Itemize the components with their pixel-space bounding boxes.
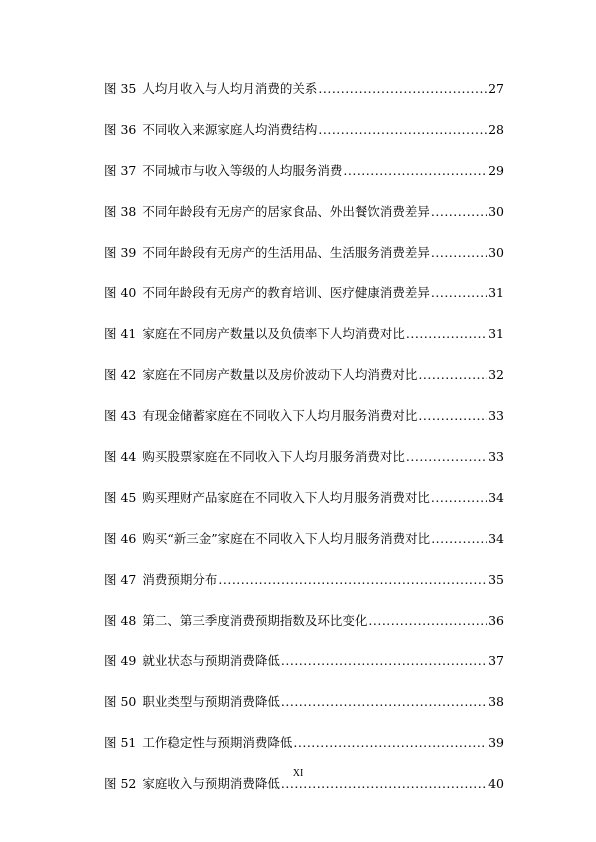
figure-title: 消费预期分布 [142, 571, 218, 587]
dot-leader [431, 283, 487, 303]
figure-label: 图 47 [104, 571, 137, 587]
toc-entry[interactable] [104, 570, 504, 590]
toc-entry[interactable] [104, 488, 504, 508]
page-number: 40 [488, 776, 504, 792]
dot-leader [368, 611, 487, 631]
figure-label: 图 51 [104, 735, 137, 751]
dot-leader [431, 488, 487, 508]
dot-leader [281, 651, 487, 671]
figure-title: 不同年龄段有无房产的居家食品、外出餐饮消费差异 [142, 203, 430, 219]
figure-title: 有现金储蓄家庭在不同收入下人均月服务消费对比 [142, 408, 418, 424]
figure-label: 图 50 [104, 694, 137, 710]
toc-entry[interactable] [104, 324, 504, 344]
page-number: 39 [488, 735, 504, 751]
figure-title: 家庭在不同房产数量以及负债率下人均消费对比 [142, 326, 405, 342]
figure-title: 购买股票家庭在不同收入下人均月服务消费对比 [142, 449, 405, 465]
dot-leader [318, 79, 487, 99]
figure-title: 家庭在不同房产数量以及房价波动下人均消费对比 [142, 367, 418, 383]
page-number: 31 [488, 285, 504, 301]
dot-leader [406, 447, 487, 467]
figure-title: 不同年龄段有无房产的教育培训、医疗健康消费差异 [142, 285, 430, 301]
figure-title: 购买理财产品家庭在不同收入下人均月服务消费对比 [142, 489, 430, 505]
figure-label: 图 36 [104, 121, 137, 137]
figure-title: 购买“新三金”家庭在不同收入下人均月服务消费对比 [142, 530, 431, 546]
figure-title: 不同收入来源家庭人均消费结构 [142, 121, 318, 137]
toc-entry[interactable] [104, 692, 504, 712]
figure-title: 人均月收入与人均月消费的关系 [142, 81, 318, 96]
page-number: 28 [488, 121, 504, 137]
page-number: 33 [488, 408, 504, 424]
figure-title: 职业类型与预期消费降低 [142, 694, 280, 710]
figure-label: 图 39 [104, 244, 137, 260]
page-number: 34 [488, 489, 504, 505]
figure-title: 第二、第三季度消费预期指数及环比变化 [142, 612, 368, 628]
figure-title: 家庭收入与预期消费降低 [142, 776, 280, 792]
toc-entry[interactable] [104, 651, 504, 671]
figure-label: 图 37 [104, 162, 137, 178]
figure-label: 图 52 [104, 776, 137, 792]
page-number: 35 [488, 571, 504, 587]
figure-title: 不同城市与收入等级的人均服务消费 [142, 162, 343, 178]
figure-label: 图 43 [104, 408, 137, 424]
toc-entry[interactable] [104, 733, 504, 753]
toc-entry[interactable] [104, 406, 504, 426]
toc-entry[interactable] [104, 161, 504, 181]
page-number: 32 [488, 367, 504, 383]
page-footer-number: XI [292, 768, 304, 779]
toc-entry[interactable] [104, 243, 504, 263]
dot-leader [431, 243, 487, 263]
list-of-figures [104, 79, 504, 815]
toc-entry[interactable] [104, 447, 504, 467]
dot-leader [431, 202, 487, 222]
dot-leader [218, 570, 487, 590]
figure-label: 图 44 [104, 449, 137, 465]
page-number: 34 [488, 530, 504, 546]
toc-entry[interactable] [104, 611, 504, 631]
dot-leader [318, 120, 487, 140]
figure-title: 工作稳定性与预期消费降低 [142, 735, 293, 751]
figure-label: 图 35 [104, 81, 137, 96]
figure-title: 就业状态与预期消费降低 [142, 653, 280, 669]
toc-entry[interactable] [104, 365, 504, 385]
figure-label: 图 42 [104, 367, 137, 383]
page-number: 38 [488, 694, 504, 710]
figure-title: 不同年龄段有无房产的生活用品、生活服务消费差异 [142, 244, 430, 260]
dot-leader [281, 692, 487, 712]
dot-leader [431, 529, 487, 549]
page-number: 30 [488, 244, 504, 260]
toc-entry[interactable] [104, 79, 504, 99]
dot-leader [343, 161, 487, 181]
page-number: 36 [488, 612, 504, 628]
toc-entry[interactable] [104, 283, 504, 303]
figure-label: 图 46 [104, 530, 137, 546]
page-number: 30 [488, 203, 504, 219]
page-number: 33 [488, 449, 504, 465]
dot-leader [293, 733, 487, 753]
figure-label: 图 38 [104, 203, 137, 219]
figure-label: 图 41 [104, 326, 137, 342]
page-number: 37 [488, 653, 504, 669]
figure-label: 图 48 [104, 612, 137, 628]
dot-leader [418, 365, 487, 385]
figure-label: 图 40 [104, 285, 137, 301]
figure-label: 图 45 [104, 489, 137, 505]
page-number: 31 [488, 326, 504, 342]
page-number: 29 [488, 162, 504, 178]
page-number: 27 [488, 81, 504, 96]
dot-leader [418, 406, 487, 426]
toc-entry[interactable] [104, 202, 504, 222]
figure-label: 图 49 [104, 653, 137, 669]
toc-entry[interactable] [104, 529, 504, 549]
dot-leader [406, 324, 487, 344]
toc-entry[interactable] [104, 120, 504, 140]
